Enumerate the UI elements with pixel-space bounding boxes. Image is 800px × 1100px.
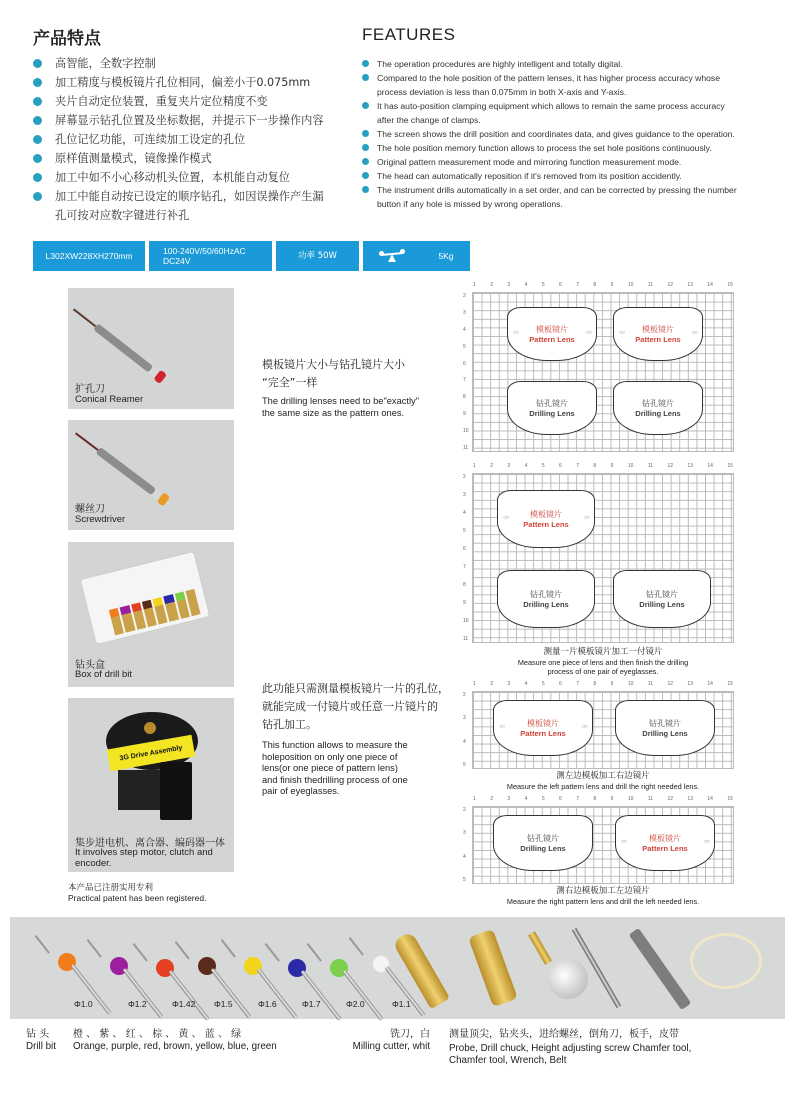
spec-power: 功率 50W — [276, 241, 359, 271]
belt-image — [690, 933, 762, 989]
product-card-drive-assembly: 3G Drive Assembly 集步进电机、离合器、编码器一体 It involves step motor, clutch and encoder. — [68, 698, 234, 872]
x-axis-ticks: 1 2 3 4 5 6 7 8 9 10 11 12 13 14 15 — [473, 463, 733, 469]
drilling-lens-left: 钻孔镜片 Drilling Lens — [497, 570, 595, 628]
list-item: 加工精度与模板镜片孔位相同，偏差小于0.075mm — [33, 73, 363, 92]
drill-bit-label: Φ1.7 — [302, 999, 321, 1009]
x-axis-ticks: 1 2 3 4 5 6 7 8 9 10 11 12 13 14 15 — [473, 796, 733, 802]
list-item: 加工中如不小心移动机头位置，本机能自动复位 — [33, 168, 363, 187]
features-cn-list — [33, 54, 363, 225]
list-item: Original pattern measurement mode and mirroring function measurement mode. — [362, 155, 782, 169]
drill-bit-label: Φ2.0 — [346, 999, 365, 1009]
probe-image — [392, 931, 450, 1010]
product-card-drill-box: 钻头盒 Box of drill bit — [68, 542, 234, 687]
lens-grid-1 — [463, 282, 734, 452]
drilling-lens-left: 钻孔镜片 Drilling Lens — [507, 381, 597, 435]
bullet-icon — [33, 97, 42, 106]
drill-chuck-image — [468, 929, 518, 1007]
drive-assembly-image: 3G Drive Assembly — [98, 712, 208, 828]
bullet-icon — [33, 135, 42, 144]
y-axis-ticks: 2 3 4 5 6 7 8 9 10 11 — [463, 474, 469, 642]
bullet-icon — [362, 102, 369, 109]
lens-grid-2 — [463, 463, 734, 643]
list-item: Compared to the hole position of the pattern lenses, it has higher process accuracy whose process deviation is less than 0.075mm in both X-axis and Y-axis. — [362, 71, 742, 99]
list-item: The hole position memory function allows to process the set hole positions continuously. — [362, 141, 782, 155]
legend-tools: 测量顶尖，钻夹头，进给螺丝，倒角刀，板手，皮带 Probe, Drill chuck, Height adjusting screw Chamfer tool, Chamfer tool, Wrench, Belt — [449, 1029, 692, 1066]
pattern-lens: ○○ ○○ 模板镜片 Pattern Lens — [497, 490, 595, 548]
bullet-icon — [33, 192, 42, 201]
drill-bit-label: Φ1.6 — [258, 999, 277, 1009]
drill-bit-label: Φ1.2 — [128, 999, 147, 1009]
grid-3-caption: 测左边模板加工右边镜片 Measure the left pattern lens and drill the right needed lens. — [506, 771, 700, 791]
bullet-icon — [362, 60, 369, 67]
list-item: 高智能，全数字控制 — [33, 54, 363, 73]
legend-milling-cutter: 铣刀，白 Milling cutter, whit — [352, 1029, 430, 1052]
grid-2-caption: 测量一片模板镜片加工一付镜片 Measure one piece of lens and then finish the drilling process of one pair of eyeglasses. — [517, 647, 689, 676]
lens-grid-3 — [463, 681, 734, 769]
x-axis-ticks: 1 2 3 4 5 6 7 8 9 10 11 12 13 14 15 — [473, 681, 733, 687]
bullet-icon — [33, 78, 42, 87]
y-axis-ticks: 2 3 4 5 — [463, 807, 466, 883]
drill-bit-label: Φ1.0 — [74, 999, 93, 1009]
list-item: 孔位记忆功能，可连续加工设定的孔位 — [33, 130, 363, 149]
pattern-lens-left: ○○ ○○ 模板镜片 Pattern Lens — [493, 700, 593, 756]
y-axis-ticks: 2 3 4 5 6 7 8 9 10 11 — [463, 293, 469, 451]
wrench-image — [629, 928, 692, 1010]
list-item: 原样值测量模式，镜像操作模式 — [33, 149, 363, 168]
list-item: 屏幕显示钻孔位置及坐标数据，并提示下一步操作内容 — [33, 111, 363, 130]
bullet-icon — [362, 158, 369, 165]
bullet-icon — [362, 144, 369, 151]
features-en-list — [362, 57, 782, 211]
spec-voltage: 100-240V/50/60HzAC DC24V — [149, 241, 272, 271]
knob-image — [548, 959, 588, 999]
scale-icon — [379, 249, 405, 263]
list-item: The head can automatically reposition if it's removed from its position accidently. — [362, 169, 782, 183]
legend-drill-colors: 橙 、 紫 、 红 、 棕 、 黄 、 蓝 、 绿 Orange, purple, red, brown, yellow, blue, green — [73, 1029, 277, 1052]
x-axis-ticks: 1 2 3 4 5 6 7 8 9 10 11 12 13 14 15 — [473, 282, 733, 288]
description-one-piece: 此功能只需测量模板镜片一片的孔位， 就能完成一付镜片或任意一片镜片的 钻孔加工。 This function allows to measure the holeposition on only one piece of lens(or one piece of pattern lens) and finish thedrilling process of one pair of eyeglasses. — [262, 682, 449, 796]
accessories-band — [10, 917, 785, 1019]
pattern-lens-right: ○○ ○○ 模板镜片 Pattern Lens — [613, 307, 703, 361]
drill-box-image — [80, 551, 211, 646]
bullet-icon — [362, 186, 369, 193]
description-same-size: 模板镜片大小与钻孔镜片大小 “完全”一样 The drilling lenses need to be"exactly" the same size as the pattern ones. — [262, 358, 419, 418]
list-item: The operation procedures are highly intelligent and totally digital. — [362, 57, 782, 71]
drilling-lens-right: 钻孔镜片 Drilling Lens — [613, 570, 711, 628]
drill-bit-label: Φ1.5 — [214, 999, 233, 1009]
spec-weight: 5Kg — [363, 241, 470, 271]
spec-dimensions: L302XW228XH270mm — [33, 241, 145, 271]
patent-note: 本产品已注册实用专利 Practical patent has been registered. — [68, 883, 207, 903]
grid-4-caption: 测右边模板加工左边镜片 Measure the right pattern lens and drill the left needed lens. — [506, 886, 700, 906]
drill-bit-label: Φ1.1 — [392, 999, 411, 1009]
bullet-icon — [362, 172, 369, 179]
features-cn-title: 产品特点 — [33, 29, 101, 49]
product-card-screwdriver: 螺丝刀 Screwdriver — [68, 420, 234, 530]
pattern-lens-left: ○○ ○○ 模板镜片 Pattern Lens — [507, 307, 597, 361]
drilling-lens-right: 钻孔镜片 Drilling Lens — [613, 381, 703, 435]
y-axis-ticks: 2 3 4 5 — [463, 692, 466, 768]
height-adjusting-screw-image — [528, 931, 552, 964]
bullet-icon — [33, 116, 42, 125]
lens-grid-4 — [463, 796, 734, 884]
legend-drill-bit: 钻 头 Drill bit — [26, 1029, 56, 1052]
list-item: The instrument drills automatically in a set order, and can be corrected by pressing the number button if any hole is missed by wrong operations. — [362, 183, 762, 211]
drilling-lens-left: 钻孔镜片 Drilling Lens — [493, 815, 593, 871]
list-item: The screen shows the drill position and coordinates data, and gives guidance to the operation. — [362, 127, 752, 141]
bullet-icon — [362, 74, 369, 81]
bullet-icon — [33, 173, 42, 182]
list-item: 夹片自动定位装置，重复夹片定位精度不变 — [33, 92, 363, 111]
drilling-lens-right: 钻孔镜片 Drilling Lens — [615, 700, 715, 756]
product-card-conical-reamer: 扩孔刀 Conical Reamer — [68, 288, 234, 409]
pattern-lens-right: ○○ ○○ 模板镜片 Pattern Lens — [615, 815, 715, 871]
features-en-title: FEATURES — [362, 25, 456, 44]
list-item: 加工中能自动按已设定的顺序钻孔，如因误操作产生漏孔可按对应数字键进行补孔 — [33, 187, 333, 225]
drill-bit-label: Φ1.42 — [172, 999, 196, 1009]
list-item: It has auto-position clamping equipment which allows to remain the same process accuracy after the change of clamps. — [362, 99, 737, 127]
bullet-icon — [33, 154, 42, 163]
bullet-icon — [33, 59, 42, 68]
spec-bar — [33, 241, 470, 271]
bullet-icon — [362, 130, 369, 137]
